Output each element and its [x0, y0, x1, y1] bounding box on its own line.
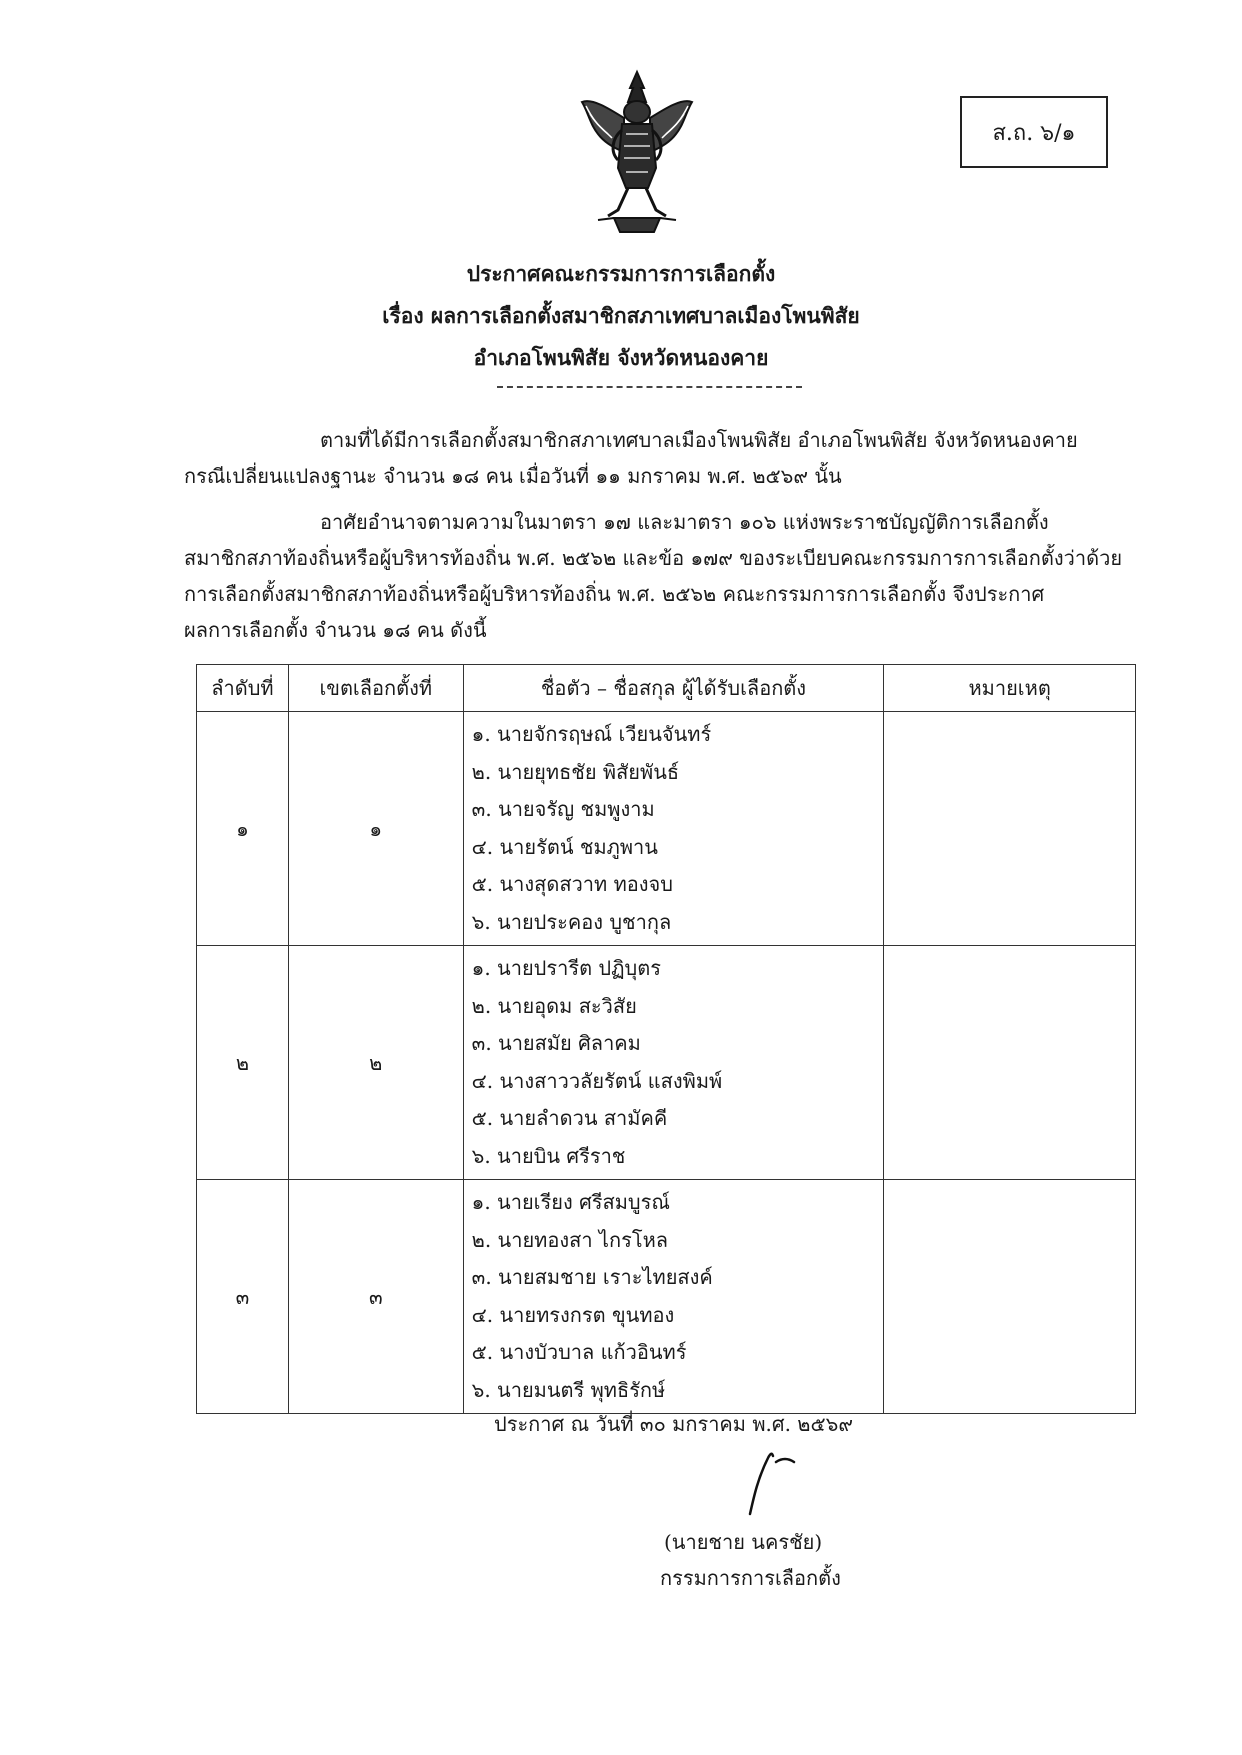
signer-title: กรรมการการเลือกตั้ง	[660, 1566, 841, 1590]
form-code: ส.ถ. ๖/๑	[992, 120, 1076, 146]
district-cell: ๒	[288, 946, 463, 1180]
elected-member: ๑. นายจักรฤษณ์ เวียนจันทร์	[471, 722, 712, 746]
elected-member: ๕. นางสุดสวาท ทองจบ	[471, 872, 673, 896]
elected-member: ๒. นายยุทธชัย พิสัยพันธ์	[471, 759, 680, 784]
paragraph-2-line-3: การเลือกตั้งสมาชิกสภาท้องถิ่นหรือผู้บริหารท้องถิ่น พ.ศ. ๒๕๖๒ คณะกรรมการการเลือกตั้ง จึงประกาศ	[184, 582, 1045, 606]
paragraph-2-line-2: สมาชิกสภาท้องถิ่นหรือผู้บริหารท้องถิ่น พ.ศ. ๒๕๖๒ และข้อ ๑๗๙ ของระเบียบคณะกรรมการการเลือกตั้งว่าด้วย	[184, 546, 1123, 570]
elected-member: ๓. นายจรัญ ชมพูงาม	[471, 797, 655, 821]
header-district: เขตเลือกตั้งที่	[288, 665, 463, 712]
elected-member: ๖. นายบิน ศรีราช	[471, 1143, 626, 1168]
elected-member: ๒. นายทองสา ไกรโหล	[471, 1227, 669, 1252]
elected-member: ๒. นายอุดม สะวิสัย	[471, 993, 637, 1018]
announcement-subject: เรื่อง ผลการเลือกตั้งสมาชิกสภาเทศบาลเมืองโพนพิสัย	[382, 303, 860, 328]
elected-member: ๓. นายสมชาย เราะไทยสงค์	[471, 1265, 713, 1289]
garuda-emblem-icon	[578, 68, 696, 238]
elected-member: ๑. นายเรียง ศรีสมบูรณ์	[471, 1190, 670, 1214]
names-cell	[463, 712, 884, 946]
note-cell	[884, 712, 1136, 946]
order-cell: ๒	[197, 946, 289, 1180]
elected-member: ๕. นายลำดวน สามัคคี	[471, 1106, 668, 1130]
header-order: ลำดับที่	[197, 665, 289, 712]
signer-name: (นายชาย นครชัย)	[664, 1530, 823, 1554]
paragraph-1-line-1: ตามที่ได้มีการเลือกตั้งสมาชิกสภาเทศบาลเมืองโพนพิสัย อำเภอโพนพิสัย จังหวัดหนองคาย	[320, 428, 1078, 452]
table-row	[197, 946, 1136, 1180]
elected-member: ๕. นางบัวบาล แก้วอินทร์	[471, 1340, 687, 1364]
note-cell	[884, 946, 1136, 1180]
elected-member: ๔. นางสาววลัยรัตน์ แสงพิมพ์	[471, 1068, 723, 1093]
header-note: หมายเหตุ	[884, 665, 1136, 712]
table-row	[197, 1180, 1136, 1414]
table-header-row	[197, 665, 1136, 712]
header-name: ชื่อตัว – ชื่อสกุล ผู้ได้รับเลือกตั้ง	[463, 665, 884, 712]
elected-member: ๓. นายสมัย ศิลาคม	[471, 1031, 641, 1055]
district-cell: ๑	[288, 712, 463, 946]
elected-member: ๖. นายมนตรี พุทธิรักษ์	[471, 1377, 666, 1402]
announcement-location: อำเภอโพนพิสัย จังหวัดหนองคาย	[473, 345, 769, 370]
elected-member: ๑. นายปรารีต ปฏิบุตร	[471, 956, 661, 980]
elected-member: ๔. นายรัตน์ ชมภูพาน	[471, 834, 658, 859]
order-cell: ๑	[197, 712, 289, 946]
names-cell	[463, 1180, 884, 1414]
paragraph-1-line-2: กรณีเปลี่ยนแปลงฐานะ จำนวน ๑๘ คน เมื่อวันที่ ๑๑ มกราคม พ.ศ. ๒๕๖๙ นั้น	[184, 464, 842, 488]
announce-date: ประกาศ ณ วันที่ ๓๐ มกราคม พ.ศ. ๒๕๖๙	[494, 1412, 853, 1436]
announcement-heading: ประกาศคณะกรรมการการเลือกตั้ง	[466, 261, 776, 286]
signature-mark	[740, 1440, 810, 1520]
form-code-box	[960, 96, 1108, 168]
order-cell: ๓	[197, 1180, 289, 1414]
names-cell	[463, 946, 884, 1180]
heading-divider	[497, 386, 802, 388]
note-cell	[884, 1180, 1136, 1414]
paragraph-2-line-1: อาศัยอำนาจตามความในมาตรา ๑๗ และมาตรา ๑๐๖ แห่งพระราชบัญญัติการเลือกตั้ง	[320, 510, 1049, 534]
elected-member: ๔. นายทรงกรต ขุนทอง	[471, 1302, 675, 1327]
district-cell: ๓	[288, 1180, 463, 1414]
elected-member: ๖. นายประคอง บูชากุล	[471, 909, 672, 934]
table-row	[197, 712, 1136, 946]
paragraph-2-line-4: ผลการเลือกตั้ง จำนวน ๑๘ คน ดังนี้	[184, 618, 487, 642]
election-results-table	[196, 664, 1136, 1414]
